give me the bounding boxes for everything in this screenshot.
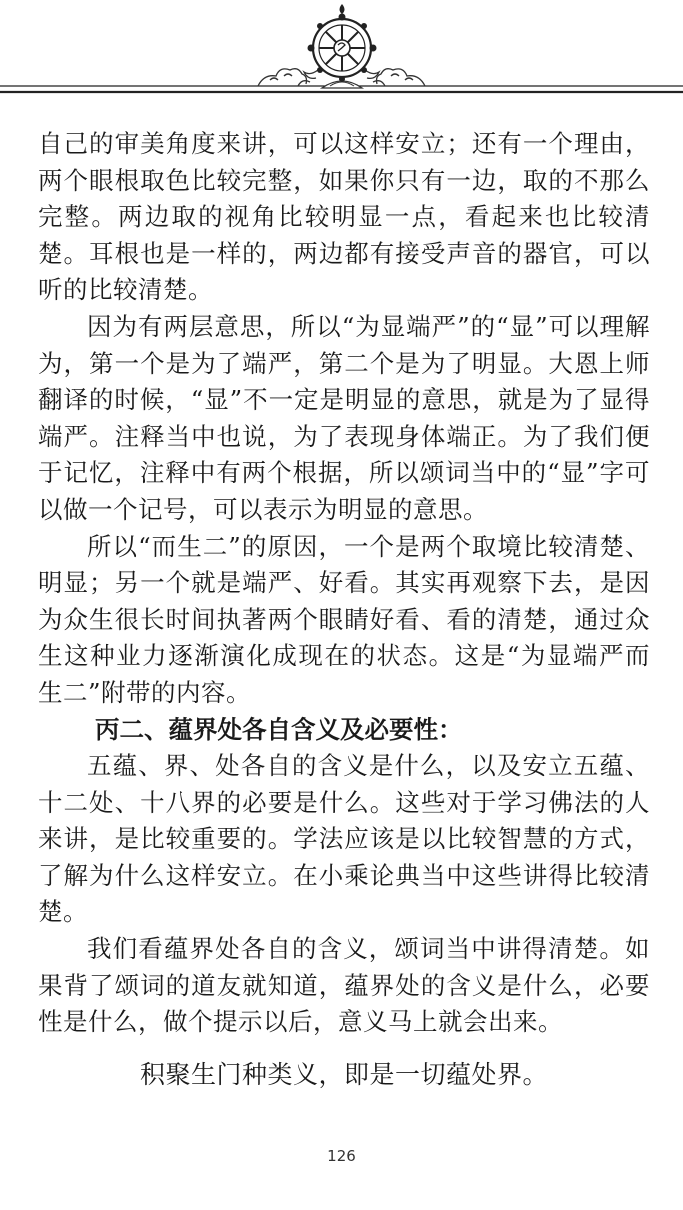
paragraph: 我们看蕴界处各自的含义，颂词当中讲得清楚。如果背了颂词的道友就知道，蕴界处的含义是什么，必要性是什么，做个提示以后，意义马上就会出来。: [38, 934, 650, 1037]
paragraph: 因为有两层意思，所以“为显端严”的“显”可以理解为，第一个是为了端严，第二个是为了明显。大恩上师翻译的时候，“显”不一定是明显的意思，就是为了显得端严。注释当中也说，为了表现身体端正。为了我们便于记忆，注释中有两个根据，所以颂词当中的“显”字可以做一个记号，可以表示为明显的意思。: [38, 311, 650, 524]
section-heading: 丙二、蕴界处各自含义及必要性：: [95, 714, 463, 744]
verse-line: 积聚生门种类义，即是一切蕴处界。: [139, 1059, 548, 1089]
paragraph: 所以“而生二”的原因，一个是两个取境比较清楚、明显；另一个就是端严、好看。其实再观察下去，是因为众生很长时间执著两个眼睛好看、看的清楚，通过众生这种业力逐渐演化成现在的状态。这是“为显端严而生二”附带的内容。: [38, 531, 650, 707]
page-number: 126: [327, 1147, 356, 1165]
paragraph: 自己的审美角度来讲，可以这样安立；还有一个理由，两个眼根取色比较完整，如果你只有一边，取的不那么完整。两边取的视角比较明显一点，看起来也比较清楚。耳根也是一样的，两边都有接受声音的器官，可以听的比较清楚。: [38, 129, 650, 305]
paragraph: 五蕴、界、处各自的含义是什么，以及安立五蕴、十二处、十八界的必要是什么。这些对于学习佛法的人来讲，是比较重要的。学法应该是以比较智慧的方式，了解为什么这样安立。在小乘论典当中这些讲得比较清楚。: [38, 751, 650, 927]
page-header-ornament: [0, 0, 683, 110]
dharma-wheel-icon: [0, 0, 683, 110]
main-content: [38, 126, 650, 1095]
